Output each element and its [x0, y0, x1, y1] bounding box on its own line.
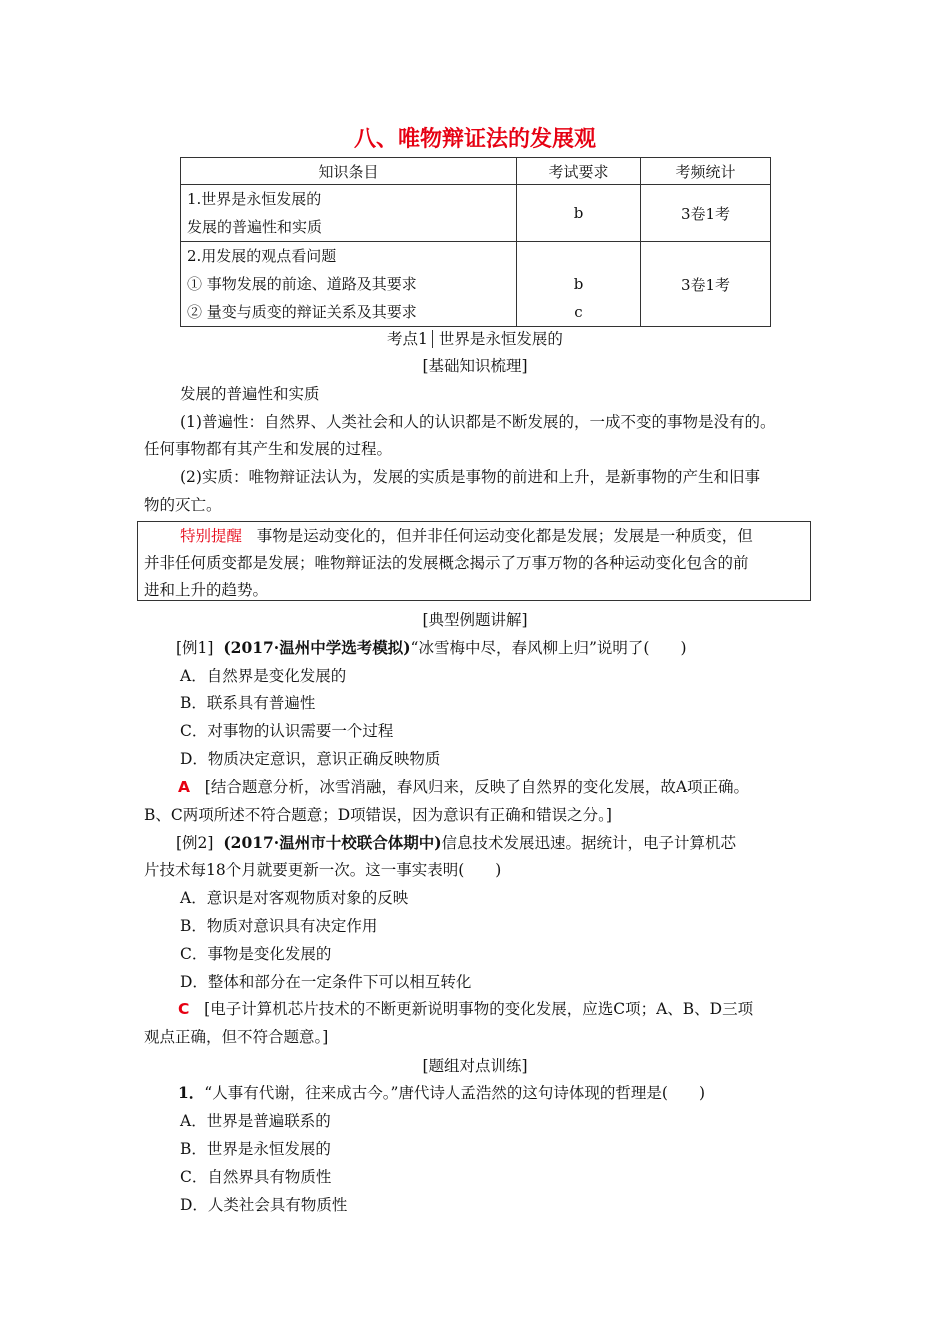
- section-heading: [题组对点训练]: [422, 1057, 528, 1075]
- answer-line: [178, 773, 749, 801]
- option: C．事物是变化发展的: [180, 945, 332, 963]
- option: C．自然界具有物质性: [180, 1168, 332, 1186]
- example-question: 信息技术发展迅速。据统计，电子计算机芯: [441, 834, 737, 852]
- answer-letter: A: [178, 778, 190, 796]
- question-stem: [178, 1079, 705, 1107]
- tip-label: 特别提醒: [180, 527, 243, 545]
- page-title: 八、唯物辩证法的发展观: [353, 127, 596, 152]
- table-item: 1.世界是永恒发展的: [187, 190, 322, 208]
- kaodian-number: 考点1: [387, 330, 433, 348]
- section-heading: [典型例题讲解]: [422, 611, 528, 629]
- tip-line: [180, 522, 753, 550]
- option: D．整体和部分在一定条件下可以相互转化: [180, 973, 472, 991]
- option: A．意识是对客观物质对象的反映: [180, 889, 409, 907]
- requirements-table: [180, 157, 771, 327]
- tip-line: 进和上升的趋势。: [144, 581, 269, 599]
- example-source: (2017·温州中学选考模拟): [223, 638, 411, 657]
- table-cell-freq: 3卷1考: [641, 185, 771, 242]
- option: B．世界是永恒发展的: [180, 1140, 331, 1158]
- kaodian-title: 世界是永恒发展的: [438, 330, 563, 348]
- answer-explanation: [结合题意分析，冰雪消融，春风归来，反映了自然界的变化发展，故A项正确。: [204, 778, 750, 796]
- question-number: 1．: [178, 1083, 205, 1102]
- option: D．人类社会具有物质性: [180, 1196, 348, 1214]
- table-cell-items: [181, 242, 517, 327]
- example-source: (2017·温州市十校联合体期中): [223, 833, 442, 852]
- paragraph-line: (1)普遍性：自然界、人类社会和人的认识都是不断发展的，一成不变的事物是没有的。: [180, 413, 776, 431]
- example-tag: [例1]: [176, 639, 214, 657]
- option: A．自然界是变化发展的: [180, 667, 347, 685]
- table-item: ② 量变与质变的辩证关系及其要求: [187, 303, 417, 321]
- table-row: [181, 242, 771, 327]
- option: B．联系具有普遍性: [180, 694, 316, 712]
- example-question: “冰雪梅中尽，春风柳上归”说明了( ): [410, 639, 687, 657]
- example-tag: [例2]: [176, 834, 214, 852]
- table-header: 知识条目: [181, 158, 517, 185]
- table-header: 考频统计: [641, 158, 771, 185]
- example-question: 片技术每18个月就要更新一次。这一事实表明( ): [144, 861, 502, 879]
- table-row: [181, 185, 771, 242]
- table-cell-items: [181, 185, 517, 242]
- tip-text: 事物是运动变化的，但并非任何运动变化都是发展；发展是一种质变，但: [256, 527, 753, 545]
- table-cell-req: b: [517, 185, 641, 242]
- req-value: b: [573, 275, 584, 293]
- table-item: 2.用发展的观点看问题: [187, 247, 337, 265]
- paragraph-line: 任何事物都有其产生和发展的过程。: [144, 440, 393, 458]
- answer-letter: C: [178, 1000, 190, 1018]
- paragraph-line: (2)实质：唯物辩证法认为，发展的实质是事物的前进和上升，是新事物的产生和旧事: [180, 468, 760, 486]
- table-item: ① 事物发展的前途、道路及其要求: [187, 275, 417, 293]
- answer-explanation: 观点正确，但不符合题意。]: [144, 1028, 329, 1046]
- answer-line: [178, 995, 753, 1023]
- kaodian-heading: [0, 325, 950, 353]
- section-heading: [基础知识梳理]: [422, 357, 528, 375]
- topic-heading: 发展的普遍性和实质: [180, 385, 320, 403]
- tip-line: 并非任何质变都是发展；唯物辩证法的发展概念揭示了万事万物的各种运动变化包含的前: [144, 554, 749, 572]
- table-header-row: [181, 158, 771, 185]
- table-header: 考试要求: [517, 158, 641, 185]
- option: A．世界是普遍联系的: [180, 1112, 331, 1130]
- table-cell-req: [517, 242, 641, 327]
- example-stem: [176, 634, 687, 662]
- answer-explanation: [电子计算机芯片技术的不断更新说明事物的变化发展，应选C项；A、B、D三项: [204, 1000, 754, 1018]
- option: B．物质对意识具有决定作用: [180, 917, 378, 935]
- table-cell-freq: 3卷1考: [641, 242, 771, 327]
- req-value: c: [574, 303, 583, 321]
- option: D．物质决定意识，意识正确反映物质: [180, 750, 441, 768]
- table-item: 发展的普遍性和实质: [187, 218, 323, 236]
- question-text: “人事有代谢，往来成古今。”唐代诗人孟浩然的这句诗体现的哲理是( ): [204, 1084, 705, 1102]
- example-stem: [176, 829, 736, 857]
- answer-explanation: B、C两项所述不符合题意；D项错误，因为意识有正确和错误之分。]: [144, 806, 612, 824]
- option: C．对事物的认识需要一个过程: [180, 722, 394, 740]
- paragraph-line: 物的灭亡。: [144, 496, 222, 514]
